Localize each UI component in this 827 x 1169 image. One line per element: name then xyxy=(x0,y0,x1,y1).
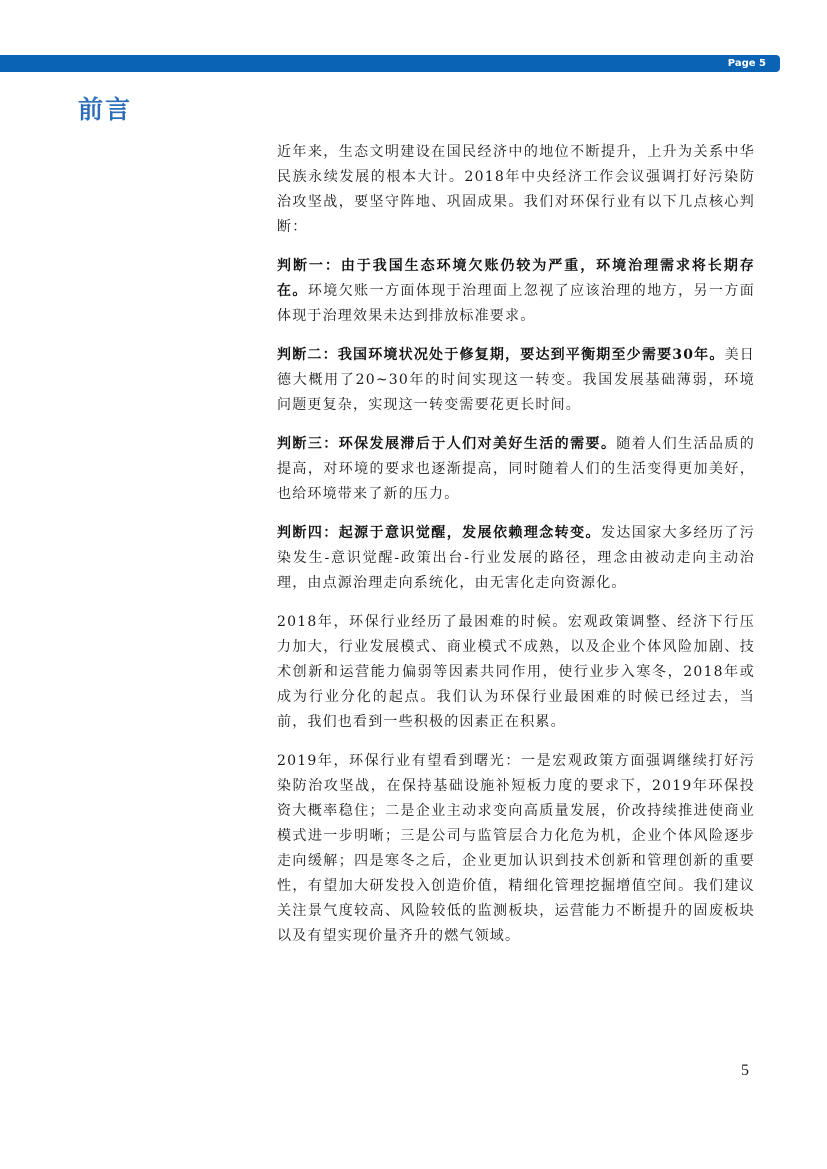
body-text xyxy=(277,140,755,963)
page-label: Page 5 xyxy=(727,58,766,69)
paragraph-text: 随着人们生活品质的提高，对环境的要求也逐渐提高，同时随着人们的生活变得更加美好，也给环境带来了新的压力。 xyxy=(277,436,755,502)
paragraph-judgment-2 xyxy=(277,343,755,418)
paragraph-judgment-4 xyxy=(277,521,755,596)
page-number: 5 xyxy=(741,1062,749,1079)
paragraph-text: 美日德大概用了20~30年的时间实现这一转变。我国发展基础薄弱，环境问题更复杂，实现这一转变需要花更长时间。 xyxy=(277,347,755,413)
paragraph-lead: 判断四：起源于意识觉醒，发展依赖理念转变。 xyxy=(277,525,601,541)
section-title: 前言 xyxy=(78,95,133,124)
paragraph-text: 2018年，环保行业经历了最困难的时候。宏观政策调整、经济下行压力加大，行业发展模式、商业模式不成熟，以及企业个体风险加剧、技术创新和运营能力偏弱等因素共同作用，使行业步入寒冬，2018年或成为行业分化的起点。我们认为环保行业最困难的时候已经过去，当前，我们也看到一些积极的因素正在积累。 xyxy=(277,614,755,730)
paragraph-2019 xyxy=(277,749,755,949)
paragraph-2018 xyxy=(277,610,755,735)
paragraph-lead: 判断三：环保发展滞后于人们对美好生活的需要。 xyxy=(277,436,617,452)
paragraph-lead: 判断一：由于我国生态环境欠账仍较为严重，环境治理需求将长期存在。 xyxy=(277,258,755,299)
paragraph-text: 发达国家大多经历了污染发生-意识觉醒-政策出台-行业发展的路径，理念由被动走向主动治理，由点源治理走向系统化，由无害化走向资源化。 xyxy=(277,525,756,591)
header-bar xyxy=(0,55,780,72)
paragraph-judgment-1 xyxy=(277,254,755,329)
paragraph-text: 近年来，生态文明建设在国民经济中的地位不断提升，上升为关系中华民族永续发展的根本大计。2018年中央经济工作会议强调打好污染防治攻坚战，要坚守阵地、巩固成果。我们对环保行业有以下几点核心判断： xyxy=(277,144,755,235)
paragraph-text: 环境欠账一方面体现于治理面上忽视了应该治理的地方，另一方面体现于治理效果未达到排放标准要求。 xyxy=(277,283,755,324)
paragraph-text: 2019年，环保行业有望看到曙光：一是宏观政策方面强调继续打好污染防治攻坚战，在保持基础设施补短板力度的要求下，2019年环保投资大概率稳住；二是企业主动求变向高质量发展，价改持续推进使商业模式进一步明晰；三是公司与监管层合力化危为机，企业个体风险逐步走向缓解；四是寒冬之后，企业更加认识到技术创新和管理创新的重要性，有望加大研发投入创造价值，精细化管理挖掘增值空间。我们建议关注景气度较高、风险较低的监测板块，运营能力不断提升的固废板块以及有望实现价量齐升的燃气领域。 xyxy=(277,753,755,944)
paragraph-lead: 判断二：我国环境状况处于修复期，要达到平衡期至少需要30年。 xyxy=(277,347,725,363)
paragraph-intro xyxy=(277,140,755,240)
paragraph-judgment-3 xyxy=(277,432,755,507)
